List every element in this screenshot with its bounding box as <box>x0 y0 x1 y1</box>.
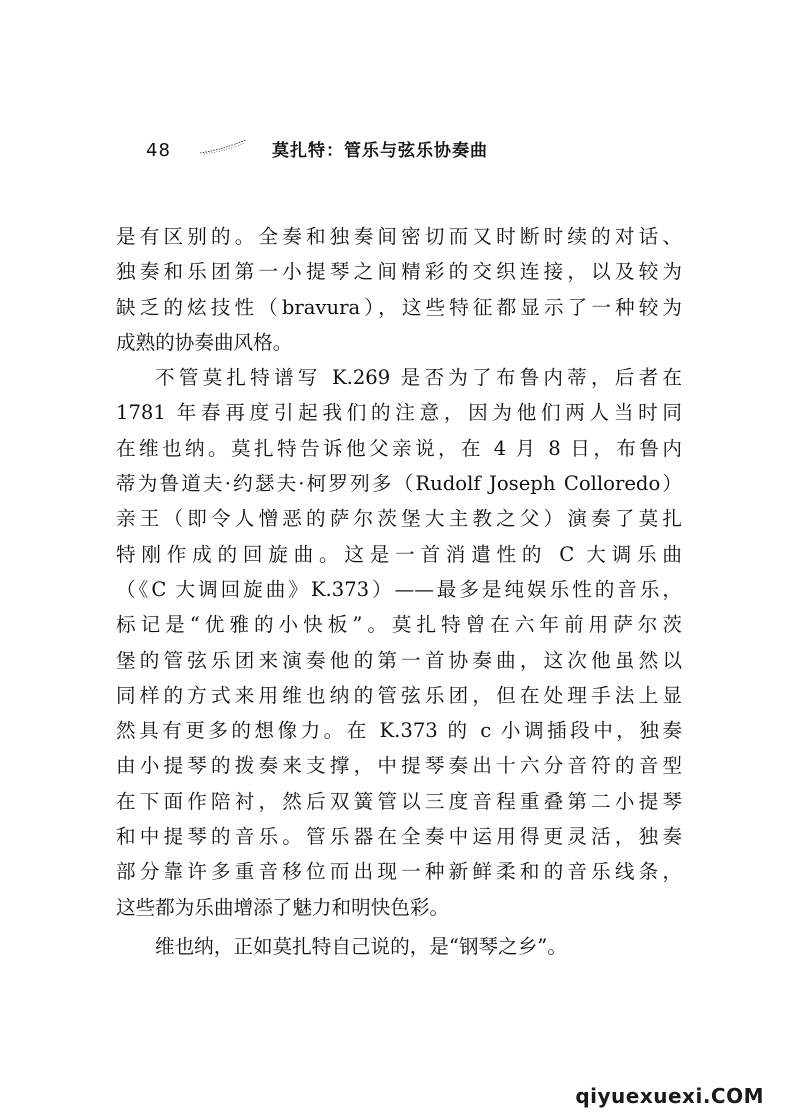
paragraph-2 <box>116 360 682 925</box>
text-line: 部分靠许多重音移位而出现一种新鲜柔和的音乐线条， <box>116 860 682 884</box>
text-line: 亲王（即令人憎恶的萨尔茨堡大主教之父）演奏了莫扎 <box>116 507 682 531</box>
body-text <box>116 219 682 964</box>
text-line: 不管莫扎特谱写 K.269 是否为了布鲁内蒂，后者在 <box>155 366 682 390</box>
running-header-title: 莫扎特：管乐与弦乐协奏曲 <box>272 141 488 161</box>
header-ornament-icon <box>198 137 248 157</box>
text-line: 在下面作陪衬，然后双簧管以三度音程重叠第二小提琴 <box>116 789 682 813</box>
paragraph-3 <box>116 929 682 964</box>
page-number: 48 <box>146 140 171 161</box>
text-line: 成熟的协奏曲风格。 <box>116 330 293 354</box>
text-line: 由小提琴的拨奏来支撑，中提琴奏出十六分音符的音型 <box>116 754 682 778</box>
text-line: 在维也纳。莫扎特告诉他父亲说，在 4 月 8 日，布鲁内 <box>116 436 682 460</box>
text-line: 1781 年春再度引起我们的注意，因为他们两人当时同 <box>116 401 682 425</box>
text-line: 这些都为乐曲增添了魅力和明快色彩。 <box>116 895 450 919</box>
text-line: 维也纳，正如莫扎特自己说的，是“钢琴之乡”。 <box>155 934 567 958</box>
text-line: 然具有更多的想像力。在 K.373 的 c 小调插段中，独奏 <box>116 719 682 743</box>
text-line: 蒂为鲁道夫·约瑟夫·柯罗列多（Rudolf Joseph Colloredo） <box>116 472 682 496</box>
text-line: 是有区别的。全奏和独奏间密切而又时断时续的对话、 <box>116 225 682 248</box>
text-line: 同样的方式来用维也纳的管弦乐团，但在处理手法上显 <box>116 683 682 707</box>
text-line: （《C 大调回旋曲》K.373）——最多是纯娱乐性的音乐， <box>116 577 682 601</box>
paragraph-1 <box>116 219 682 360</box>
text-line: 缺乏的炫技性（bravura），这些特征都显示了一种较为 <box>116 295 682 319</box>
text-line: 独奏和乐团第一小提琴之间精彩的交织连接，以及较为 <box>116 260 682 284</box>
watermark <box>575 1084 764 1108</box>
text-line: 标记是“优雅的小快板”。莫扎特曾在六年前用萨尔茨 <box>116 613 682 637</box>
text-line: 和中提琴的音乐。管乐器在全奏中运用得更灵活，独奏 <box>116 825 682 849</box>
text-line: 堡的管弦乐团来演奏他的第一首协奏曲，这次他虽然以 <box>116 648 682 672</box>
text-line: 特刚作成的回旋曲。这是一首消遣性的 C 大调乐曲 <box>116 542 682 566</box>
watermark-text: qiyuexuexi.COM <box>575 1084 764 1108</box>
